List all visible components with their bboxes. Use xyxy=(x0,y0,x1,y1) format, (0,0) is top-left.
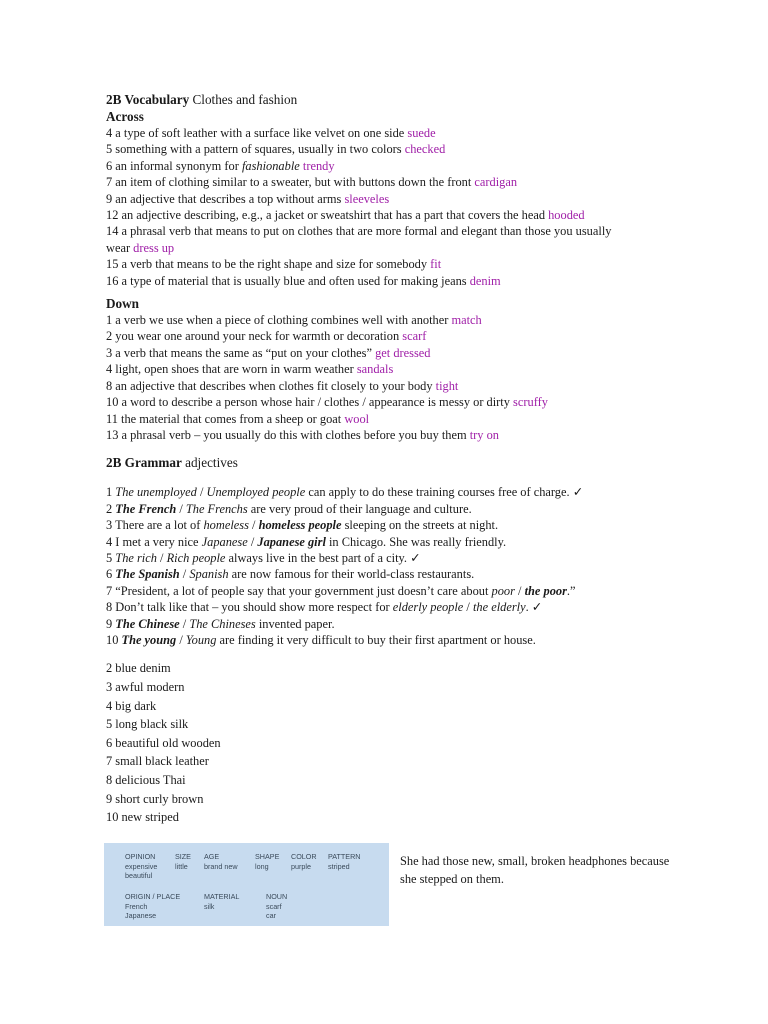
grammar-list xyxy=(106,484,666,648)
grammar-sentence-6 xyxy=(106,566,666,582)
option-separator: / xyxy=(247,534,258,549)
clue-text: 14 a phrasal verb that means to put on clothes that are more formal and elegant than those you usually wear xyxy=(106,224,612,255)
adjective-order-item: 6 beautiful old wooden xyxy=(106,735,221,750)
sentence-start: 7 “President, a lot of people say that your government just doesn’t care about xyxy=(106,583,492,598)
adjective-order-list xyxy=(106,659,666,826)
clue-across-6 xyxy=(106,158,666,174)
clue-across-7 xyxy=(106,174,666,190)
option-b: homeless people xyxy=(258,518,342,533)
option-a: The rich xyxy=(115,550,157,565)
clue-answer: try on xyxy=(469,427,499,442)
option-b: Japanese girl xyxy=(257,534,326,549)
clue-across-4 xyxy=(106,125,666,141)
clue-across-16 xyxy=(106,273,666,289)
clue-down-1 xyxy=(106,312,666,328)
option-a: Japanese xyxy=(201,534,248,549)
option-b: The Frenchs xyxy=(185,501,248,516)
option-separator: / xyxy=(463,600,473,615)
adjective-order-item: 5 long black silk xyxy=(106,717,189,732)
table-header: OPINION xyxy=(125,852,156,861)
sentence-rest: are now famous for their world-class restaurants. xyxy=(228,567,475,582)
option-b: the elderly xyxy=(472,600,526,615)
document-body xyxy=(106,91,666,827)
option-b: the poor xyxy=(524,583,567,598)
adjective-order-item: 9 short curly brown xyxy=(106,791,204,806)
clue-text: 2 you wear one around your neck for warmth or decoration xyxy=(106,329,403,344)
table-cell: little xyxy=(175,862,188,871)
grammar-sentence-1 xyxy=(106,484,666,500)
table-cell: expensive xyxy=(125,862,158,871)
clue-answer: hooded xyxy=(548,208,585,223)
clue-down-4 xyxy=(106,361,666,377)
sentence-rest: are finding it very difficult to buy their first apartment or house. xyxy=(216,632,536,647)
clue-answer: scarf xyxy=(402,329,427,344)
table-cell: striped xyxy=(328,862,350,871)
clue-across-12 xyxy=(106,207,666,223)
option-a: The French xyxy=(115,501,177,516)
sentence-start: 8 Don’t talk like that – you should show more respect for xyxy=(106,600,393,615)
sentence-rest: are very proud of their language and culture. xyxy=(247,501,472,516)
sentence-number: 10 xyxy=(106,632,122,647)
grammar-sentence-8 xyxy=(106,599,666,615)
clue-across-5 xyxy=(106,141,666,157)
option-a: poor xyxy=(491,583,515,598)
clue-text: 4 light, open shoes that are worn in warm weather xyxy=(106,362,357,377)
clue-text: 15 a verb that means to be the right shape and size for somebody xyxy=(106,257,431,272)
grammar-heading xyxy=(106,454,666,471)
table-header: SHAPE xyxy=(255,852,280,861)
table-header: MATERIAL xyxy=(204,892,240,901)
down-title: Down xyxy=(106,296,139,312)
option-a: The young xyxy=(121,632,177,647)
adjective-order-table xyxy=(104,843,389,926)
table-header: PATTERN xyxy=(328,852,361,861)
grammar-sentence-4 xyxy=(106,534,666,550)
clue-text: 6 an informal synonym for xyxy=(106,158,242,173)
example-sentence: She had those new, small, broken headphones because she stepped on them. xyxy=(400,854,670,886)
clue-text: 5 something with a pattern of squares, usually in two colors xyxy=(106,142,405,157)
across-title: Across xyxy=(106,109,144,124)
table-cell: brand new xyxy=(204,862,238,871)
clue-text: 13 a phrasal verb – you usually do this with clothes before you buy them xyxy=(106,427,470,442)
grammar-heading-bold: 2B Grammar xyxy=(106,455,182,471)
adjective-order-item: 4 big dark xyxy=(106,698,157,713)
option-separator: / xyxy=(514,583,525,598)
clue-text: 3 a verb that means the same as “put on your clothes” xyxy=(106,345,376,360)
adjective-order-item: 7 small black leather xyxy=(106,754,209,769)
vocab-heading xyxy=(106,91,666,108)
sentence-rest: invented paper. xyxy=(255,616,335,631)
table-header: COLOR xyxy=(291,852,317,861)
option-a: The Chinese xyxy=(115,616,180,631)
grammar-sentence-10 xyxy=(106,632,666,648)
sentence-rest: can apply to do these training courses free of charge. ✓ xyxy=(305,485,584,500)
clue-across-9 xyxy=(106,191,666,207)
option-b: Rich people xyxy=(166,550,226,565)
table-cell: beautiful xyxy=(125,871,153,880)
clue-answer: checked xyxy=(404,142,446,157)
clue-answer: cardigan xyxy=(474,175,518,190)
clue-down-3 xyxy=(106,345,666,361)
vocab-heading-bold: 2B Vocabulary xyxy=(106,92,190,107)
across-list xyxy=(106,125,666,289)
table-cell: scarf xyxy=(266,902,282,911)
vocab-heading-rest: Clothes and fashion xyxy=(189,92,298,107)
sentence-rest: sleeping on the streets at night. xyxy=(341,518,499,533)
option-a: The unemployed xyxy=(115,485,197,500)
sentence-rest: .” xyxy=(566,583,576,598)
table-header: SIZE xyxy=(175,852,191,861)
table-cell: car xyxy=(266,911,276,920)
clue-down-11 xyxy=(106,411,666,427)
table-cell: long xyxy=(255,862,269,871)
option-separator: / xyxy=(176,632,186,647)
sentence-rest: . ✓ xyxy=(525,600,543,615)
clue-down-8 xyxy=(106,378,666,394)
grammar-heading-rest: adjectives xyxy=(181,455,238,471)
adjective-order-item: 2 blue denim xyxy=(106,661,171,676)
sentence-rest: always live in the best part of a city. ✓ xyxy=(225,550,421,565)
clue-across-14 xyxy=(106,223,636,256)
option-separator: / xyxy=(179,616,190,631)
option-separator: / xyxy=(176,501,186,516)
grammar-sentence-2 xyxy=(106,501,666,517)
table-header: ORIGIN / PLACE xyxy=(125,892,181,901)
clue-text: 10 a word to describe a person whose hair / clothes / appearance is messy or dirty xyxy=(106,395,514,410)
clue-text: 8 an adjective that describes when clothes fit closely to your body xyxy=(106,378,436,393)
clue-text: 11 the material that comes from a sheep or goat xyxy=(106,411,345,426)
option-separator: / xyxy=(248,518,259,533)
down-list xyxy=(106,312,666,443)
clue-answer: sandals xyxy=(356,362,394,377)
table-header: NOUN xyxy=(266,892,288,901)
option-separator: / xyxy=(179,567,190,582)
adjective-order-item: 8 delicious Thai xyxy=(106,772,186,787)
clue-down-13 xyxy=(106,427,666,443)
clue-answer: fit xyxy=(430,257,442,272)
adjective-order-item: 3 awful modern xyxy=(106,679,185,694)
clue-down-2 xyxy=(106,328,666,344)
table-cell: silk xyxy=(204,902,215,911)
adjective-order-item: 10 new striped xyxy=(106,810,179,825)
option-a: homeless xyxy=(203,518,249,533)
table-header: AGE xyxy=(204,852,220,861)
clue-text: 7 an item of clothing similar to a sweater, but with buttons down the front xyxy=(106,175,475,190)
sentence-number: 1 xyxy=(106,485,116,500)
sentence-rest: in Chicago. She was really friendly. xyxy=(325,534,507,549)
option-b: Spanish xyxy=(189,567,229,582)
table-cell: purple xyxy=(291,862,311,871)
grammar-sentence-5 xyxy=(106,550,666,566)
clue-text: 12 an adjective describing, e.g., a jacket or sweatshirt that has a part that covers the head xyxy=(106,208,549,223)
sentence-start: 3 There are a lot of xyxy=(106,518,204,533)
option-a: The Spanish xyxy=(115,567,180,582)
clue-answer: scruffy xyxy=(513,395,548,410)
clue-text: 16 a type of material that is usually blue and often used for making jeans xyxy=(106,273,470,288)
option-b: The Chineses xyxy=(189,616,256,631)
option-b: Unemployed people xyxy=(206,485,306,500)
sentence-number: 2 xyxy=(106,501,116,516)
clue-answer: match xyxy=(451,313,482,328)
sentence-number: 9 xyxy=(106,616,116,631)
clue-answer: wool xyxy=(344,411,370,426)
clue-answer: dress up xyxy=(133,240,175,255)
table-cell: French xyxy=(125,902,148,911)
clue-answer: sleeveles xyxy=(344,191,390,206)
clue-answer: denim xyxy=(469,273,501,288)
clue-italic-word: fashionable xyxy=(241,158,300,173)
clue-text: 9 an adjective that describes a top without arms xyxy=(106,191,345,206)
sentence-number: 5 xyxy=(106,550,116,565)
table-cell: Japanese xyxy=(125,911,157,920)
clue-answer: tight xyxy=(435,378,459,393)
grammar-sentence-3 xyxy=(106,517,666,533)
sentence-number: 6 xyxy=(106,567,116,582)
option-a: elderly people xyxy=(392,600,464,615)
clue-answer: get dressed xyxy=(375,345,431,360)
clue-answer: trendy xyxy=(302,158,335,173)
sentence-start: 4 I met a very nice xyxy=(106,534,202,549)
clue-across-15 xyxy=(106,256,666,272)
clue-text: 1 a verb we use when a piece of clothing combines well with another xyxy=(106,313,452,328)
option-separator: / xyxy=(156,550,167,565)
option-separator: / xyxy=(196,485,207,500)
grammar-sentence-9 xyxy=(106,616,666,632)
grammar-sentence-7 xyxy=(106,583,666,599)
option-b: Young xyxy=(185,632,217,647)
clue-down-10 xyxy=(106,394,666,410)
clue-text: 4 a type of soft leather with a surface like velvet on one side xyxy=(106,126,408,140)
clue-answer: suede xyxy=(407,126,436,140)
